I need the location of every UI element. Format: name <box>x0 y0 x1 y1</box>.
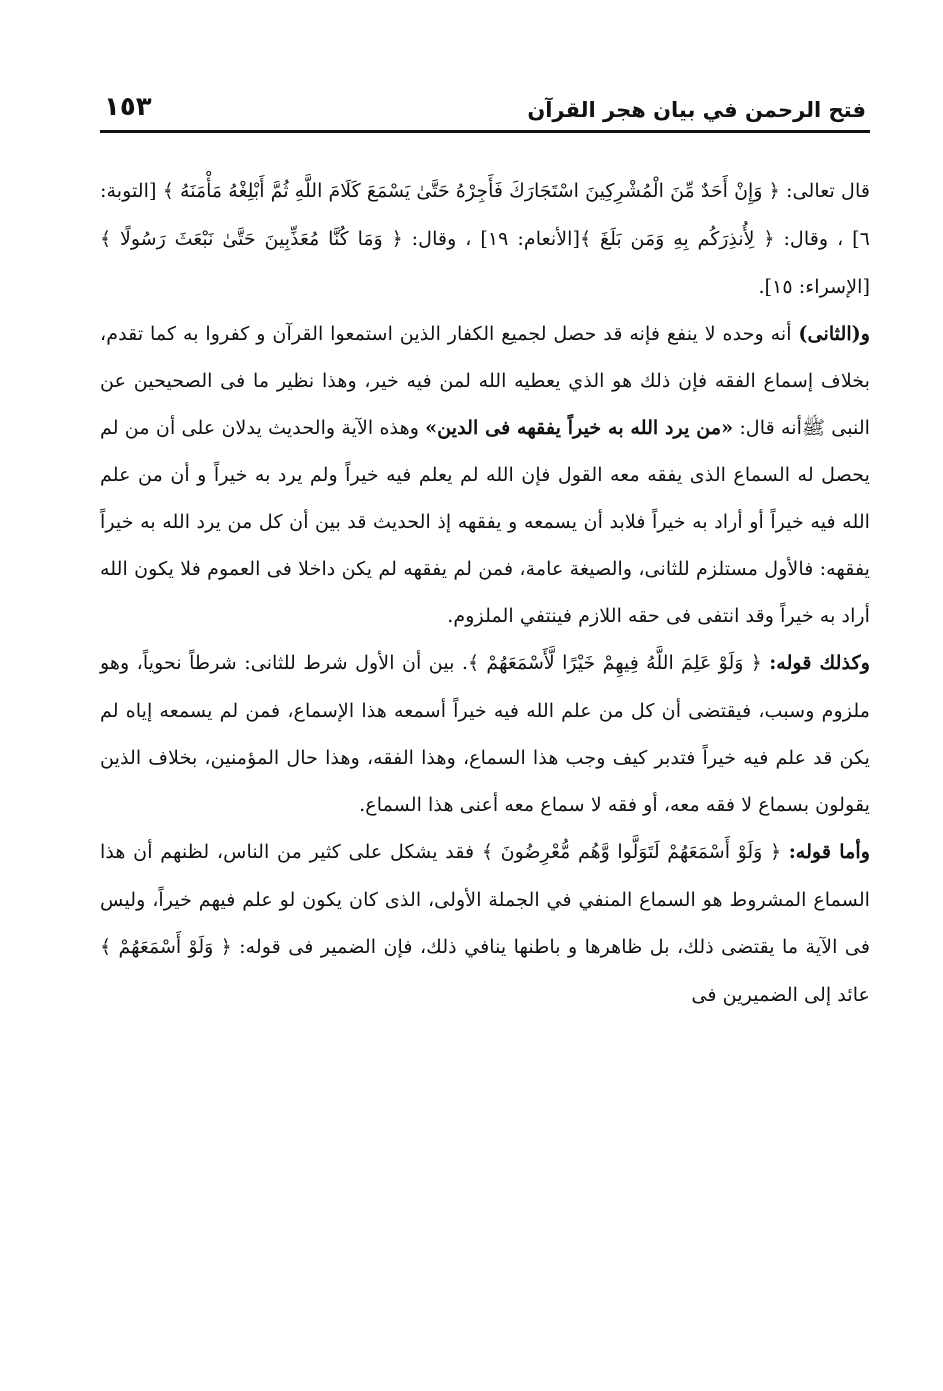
running-header <box>100 80 870 128</box>
quran-verse: ﴿ وَلَوْ عَلِمَ اللَّهُ فِيهِمْ خَيْرًا لَّأَسْمَعَهُمْ ﴾ <box>467 652 770 674</box>
body-text <box>100 167 870 1018</box>
text-segment: [الأنعام: ١٩] ، وقال: <box>402 227 580 250</box>
page-number: ١٥٣ <box>104 92 152 122</box>
bold-heading: وأما قوله: <box>788 840 870 863</box>
quran-verse: ﴿ وَلَوْ أَسْمَعَهُمْ ﴾ <box>100 936 232 958</box>
bold-heading: وكذلك قوله: <box>769 651 870 674</box>
paragraph-p2 <box>100 310 870 639</box>
text-segment: عائد إلى الضميرين فى <box>691 983 870 1006</box>
book-title: فتح الرحمن في بيان هجر القرآن <box>527 98 866 122</box>
quran-verse: ﴿ لِأُنذِرَكُم بِهِ وَمَن بَلَغَ ﴾ <box>579 228 775 250</box>
text-segment: فقد يشكل على كثير من الناس، لظنهم أن هذا السماع المشروط هو السماع المنفي في الجملة الأولى، الذى كان يكون لو علم فيهم خيراً، وليس فى الآية ما يقتضى ذلك، بل ظاهرها و باطنها ينافي ذلك، فإن الضمير فى قوله: <box>100 840 870 958</box>
header-rule <box>100 130 870 133</box>
quran-verse: ﴿ وَإِنْ أَحَدٌ مِّنَ الْمُشْرِكِينَ اسْتَجَارَكَ فَأَجِرْهُ حَتَّىٰ يَسْمَعَ كَلَامَ اللَّهِ ثُمَّ أَبْلِغْهُ مَأْمَنَهُ ﴾ <box>162 180 780 202</box>
quran-verse: ﴿ وَمَا كُنَّا مُعَذِّبِينَ حَتَّىٰ نَبْعَثَ رَسُولًا ﴾ <box>100 228 403 250</box>
text-segment: [الإسراء: ١٥]. <box>758 275 870 298</box>
paragraph-p1 <box>100 167 870 310</box>
text-segment: قال تعالى: <box>779 179 871 202</box>
text-segment: أنه وحده لا ينفع فإنه قد حصل لجميع الكفار الذين استمعوا القرآن و كفروا به كما تقدم، بخلاف إسماع الفقه فإن ذلك هو الذي يعطيه الله لمن فيه خير، وهذا نظير ما فى الصحيحين عن النبى ﷺأنه قال: <box>100 322 871 439</box>
hadith-quote: «من يرد الله به خيراً يفقهه فى الدين» <box>425 416 734 439</box>
book-page <box>100 80 870 1360</box>
bold-heading: و(الثانى) <box>798 322 870 345</box>
paragraph-p4 <box>100 828 870 1018</box>
quran-verse: ﴿ وَلَوْ أَسْمَعَهُمْ لَتَوَلَّوا وَّهُم مُّعْرِضُونَ ﴾ <box>481 841 789 863</box>
paragraph-p3 <box>100 639 870 828</box>
text-segment: وهذه الآية والحديث يدلان على أن من لم يحصل له السماع الذى يفقه معه القول فإن الله لم يعلم فيه خيراً ولم يرد به خيراً و أن من علم الله فيه خيراً أو أراد به خيراً فلابد أن يسمعه و يفقهه إذ الحديث قد بين أن كل من يرد الله به خيراً يفقهه: فالأول مستلزم للثانى، والصيغة عامة، فمن لم يفقهه لم يكن داخلا فى العموم فلا يكون الله أراد به خيراً وقد انتفى فى حقه اللازم فينتفي الملزوم. <box>100 416 871 627</box>
text-segment: [التوبة: ٦] ، وقال: <box>100 179 870 250</box>
text-segment: . بين أن الأول شرط للثانى: شرطاً نحوياً، وهو ملزوم وسبب، فيقتضى أن كل من علم الله فيه خيراً أسمعه هذا الإسماع، فمن لم يسمعه إياه لم يكن قد علم فيه خيراً فتدبر كيف وجب هذا السماع، وهذا الفقه، وهذا حال المؤمنين، بخلاف الذين يقولون بسماع لا فقه معه، أو فقه لا سماع معه أعنى هذا السماع. <box>100 651 870 816</box>
